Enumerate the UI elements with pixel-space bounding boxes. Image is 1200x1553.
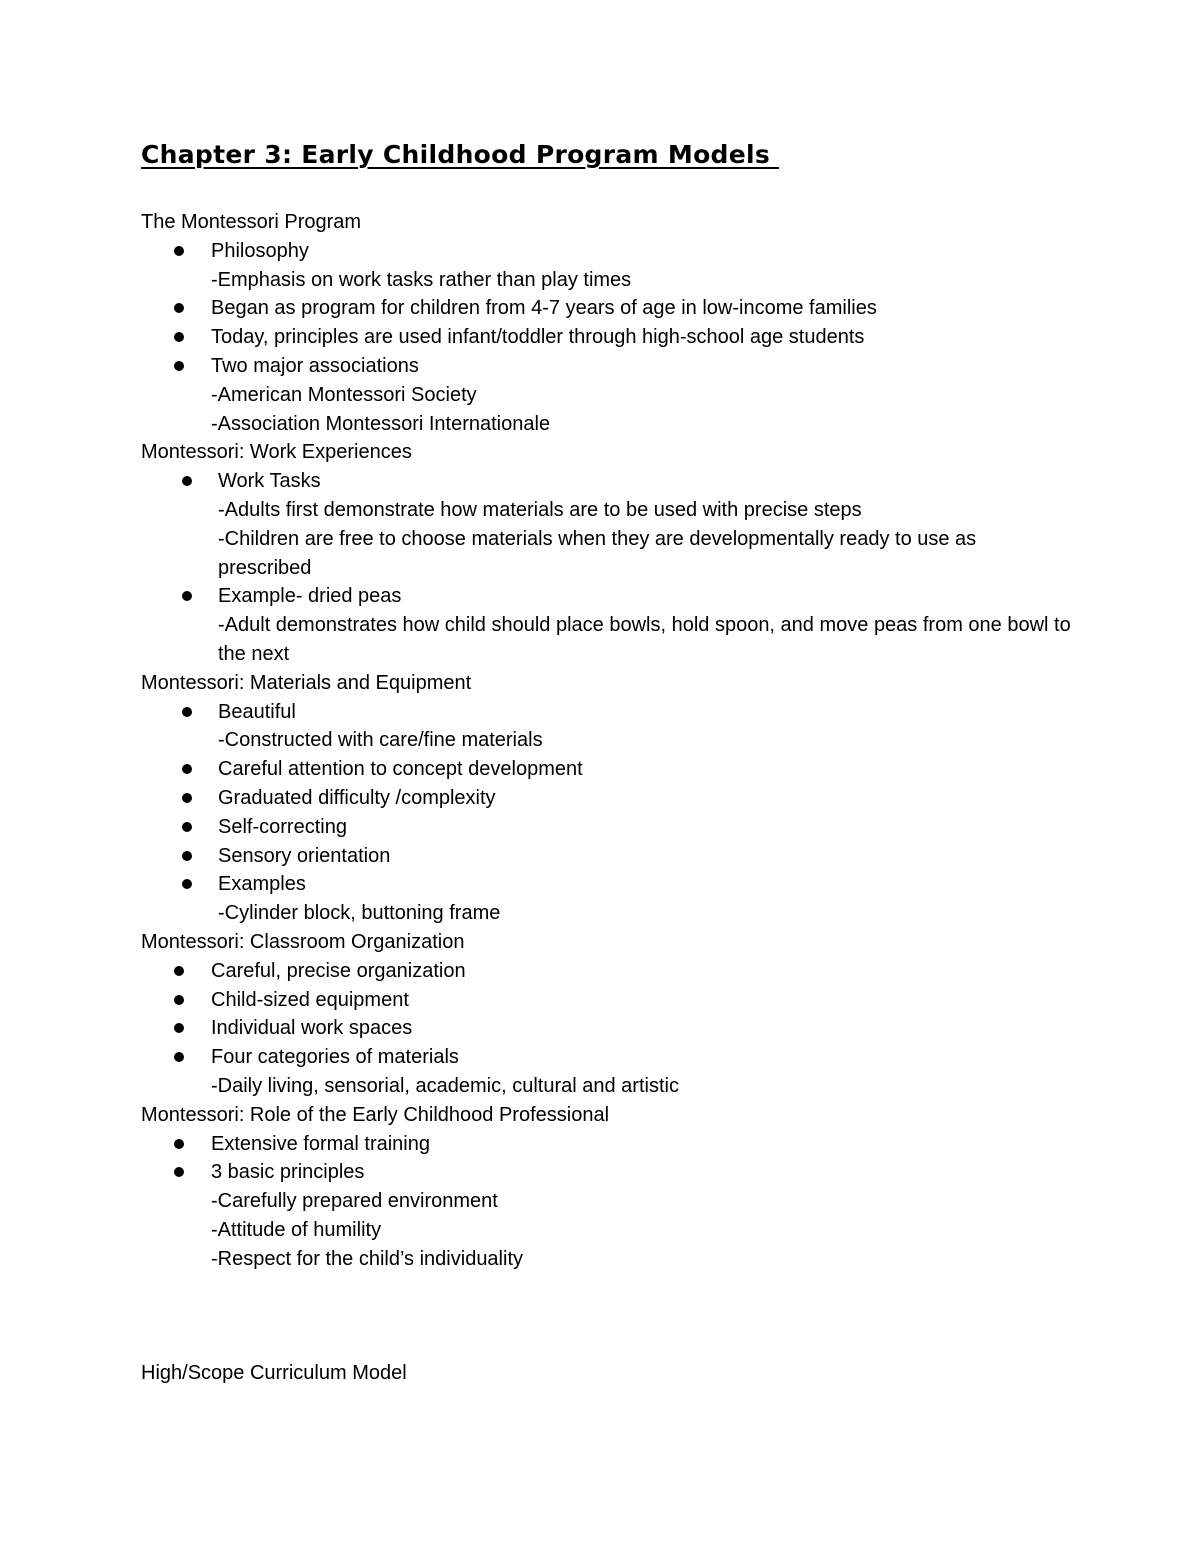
section-role-professional bbox=[141, 1101, 1071, 1274]
bullet-icon bbox=[174, 332, 184, 342]
sub-item-text: -Respect for the child’s individuality bbox=[211, 1247, 524, 1270]
sub-item-text: -Constructed with care/fine materials bbox=[218, 729, 543, 752]
item-text: 3 basic principles bbox=[211, 1161, 365, 1184]
bullet-icon bbox=[182, 591, 192, 601]
sub-item-text: -Cylinder block, buttoning frame bbox=[218, 902, 501, 925]
item-text: Graduated difficulty /complexity bbox=[218, 786, 496, 809]
bullet-icon bbox=[182, 851, 192, 861]
section-heading-high-scope: High/Scope Curriculum Model bbox=[141, 1362, 407, 1385]
section-montessori-program bbox=[141, 208, 1071, 438]
bullet-icon bbox=[174, 995, 184, 1005]
bullet-icon bbox=[174, 1052, 184, 1062]
bullet-icon bbox=[174, 1023, 184, 1033]
list-item bbox=[141, 755, 1071, 784]
list-item bbox=[141, 294, 1071, 323]
item-text: Child-sized equipment bbox=[211, 988, 409, 1011]
bullet-icon bbox=[174, 303, 184, 313]
bullet-icon bbox=[182, 822, 192, 832]
list-item bbox=[141, 237, 1071, 295]
item-text: Individual work spaces bbox=[211, 1017, 413, 1040]
list-item bbox=[141, 784, 1071, 813]
list-item bbox=[141, 1043, 1071, 1101]
bullet-list bbox=[141, 467, 1071, 669]
sub-item-text: -Carefully prepared environment bbox=[211, 1190, 498, 1213]
spacer bbox=[141, 1273, 1071, 1359]
list-item bbox=[141, 698, 1071, 756]
bullet-icon bbox=[174, 246, 184, 256]
bullet-list bbox=[141, 237, 1071, 439]
item-text: Careful attention to concept development bbox=[218, 758, 583, 781]
list-item bbox=[141, 582, 1071, 668]
bullet-icon bbox=[174, 966, 184, 976]
list-item bbox=[141, 1014, 1071, 1043]
item-text: Four categories of materials bbox=[211, 1046, 459, 1069]
section-heading: Montessori: Classroom Organization bbox=[141, 930, 465, 953]
list-item bbox=[141, 352, 1071, 438]
item-text: Example- dried peas bbox=[218, 585, 402, 608]
list-item bbox=[141, 957, 1071, 986]
list-item bbox=[141, 813, 1071, 842]
item-text: Extensive formal training bbox=[211, 1132, 430, 1155]
bullet-icon bbox=[182, 764, 192, 774]
item-text: Beautiful bbox=[218, 700, 296, 723]
section-classroom-organization bbox=[141, 928, 1071, 1101]
sub-item-text: -Children are free to choose materials when they are developmentally ready to use as prescribed bbox=[218, 527, 977, 579]
bullet-icon bbox=[182, 707, 192, 717]
chapter-title: Chapter 3: Early Childhood Program Models bbox=[141, 140, 780, 169]
bullet-list bbox=[141, 1130, 1071, 1274]
list-item bbox=[141, 870, 1071, 928]
item-text: Sensory orientation bbox=[218, 844, 391, 867]
list-item bbox=[141, 467, 1071, 582]
sub-item-text: -Attitude of humility bbox=[211, 1218, 382, 1241]
bullet-icon bbox=[182, 793, 192, 803]
item-text: Today, principles are used infant/toddler through high-school age students bbox=[211, 326, 865, 349]
sub-item-text: -Association Montessori Internationale bbox=[211, 412, 551, 435]
item-text: Philosophy bbox=[211, 239, 309, 262]
list-item bbox=[141, 842, 1071, 871]
item-text: Began as program for children from 4-7 years of age in low-income families bbox=[211, 297, 877, 320]
list-item bbox=[141, 1130, 1071, 1159]
item-text: Work Tasks bbox=[218, 470, 321, 493]
item-text: Self-correcting bbox=[218, 815, 347, 838]
list-item bbox=[141, 323, 1071, 352]
sub-item-text: -Adults first demonstrate how materials are to be used with precise steps bbox=[218, 498, 862, 521]
item-text: Careful, precise organization bbox=[211, 959, 466, 982]
bullet-icon bbox=[182, 879, 192, 889]
section-heading: Montessori: Work Experiences bbox=[141, 441, 412, 464]
section-materials-equipment bbox=[141, 669, 1071, 928]
sub-item-text: -Emphasis on work tasks rather than play times bbox=[211, 268, 632, 291]
item-text: Two major associations bbox=[211, 354, 419, 377]
item-text: Examples bbox=[218, 873, 306, 896]
section-heading: Montessori: Materials and Equipment bbox=[141, 671, 472, 694]
sub-item-text: -Adult demonstrates how child should place bowls, hold spoon, and move peas from one bowl to the next bbox=[218, 614, 1071, 665]
section-heading: Montessori: Role of the Early Childhood Professional bbox=[141, 1103, 610, 1126]
bullet-icon bbox=[174, 1167, 184, 1177]
list-item bbox=[141, 1158, 1071, 1273]
sub-item-text: -Daily living, sensorial, academic, cultural and artistic bbox=[211, 1074, 679, 1097]
bullet-list bbox=[141, 698, 1071, 928]
list-item bbox=[141, 986, 1071, 1015]
bullet-icon bbox=[174, 1139, 184, 1149]
bullet-list bbox=[141, 957, 1071, 1101]
sub-item-text: -American Montessori Society bbox=[211, 383, 477, 406]
bullet-icon bbox=[174, 361, 184, 371]
section-work-experiences bbox=[141, 438, 1071, 668]
document-body bbox=[141, 208, 1071, 1388]
bullet-icon bbox=[182, 476, 192, 486]
section-heading: The Montessori Program bbox=[141, 211, 362, 233]
